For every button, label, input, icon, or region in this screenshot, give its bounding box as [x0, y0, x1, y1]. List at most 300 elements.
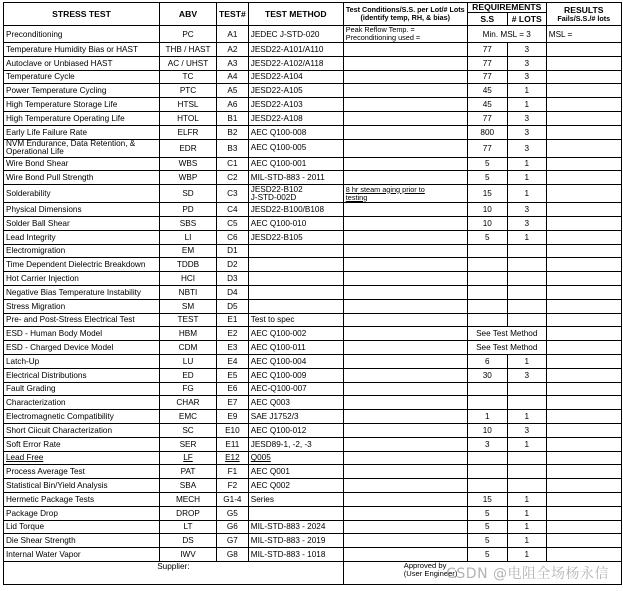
- cell-stress-test: Statistical Bin/Yield Analysis: [4, 479, 160, 493]
- cell-abv: AC / UHST: [160, 56, 217, 70]
- cell-ss: 10: [467, 216, 507, 230]
- cell-abv: SBA: [160, 479, 217, 493]
- table-row: [4, 43, 622, 57]
- cell-lots: 3: [507, 43, 546, 57]
- cell-abv: TC: [160, 70, 217, 84]
- cell-conditions: [343, 84, 467, 98]
- cell-results: [546, 125, 621, 139]
- cell-stress-test: Lid Torque: [4, 520, 160, 534]
- results-title: RESULTS: [564, 4, 604, 15]
- cell-conditions: [343, 534, 467, 548]
- cell-abv: SBS: [160, 216, 217, 230]
- cell-abv: EDR: [160, 139, 217, 157]
- col-header-requirements: REQUIREMENTS: [467, 3, 546, 13]
- cell-lots: [507, 382, 546, 396]
- cell-abv: DS: [160, 534, 217, 548]
- col-header-ss: S.S: [467, 13, 507, 26]
- cell-test-num: E3: [217, 341, 249, 355]
- cell-stress-test: Time Dependent Dielectric Breakdown: [4, 258, 160, 272]
- table-row: [4, 299, 622, 313]
- cell-test-method: [248, 285, 343, 299]
- cell-stress-test: High Temperature Operating Life: [4, 111, 160, 125]
- col-header-test-method: TEST METHOD: [248, 3, 343, 26]
- cell-stress-test: Wire Bond Shear: [4, 157, 160, 171]
- table-row: [4, 506, 622, 520]
- cell-abv: EMC: [160, 410, 217, 424]
- cell-ss: 77: [467, 70, 507, 84]
- table-row: [4, 111, 622, 125]
- cell-conditions: [343, 368, 467, 382]
- cell-abv: PC: [160, 26, 217, 43]
- cell-results: [546, 423, 621, 437]
- cell-test-method: JESD89-1, -2, -3: [248, 437, 343, 451]
- cell-ss: 77: [467, 43, 507, 57]
- cell-abv: LU: [160, 354, 217, 368]
- table-row: [4, 98, 622, 112]
- cell-test-method: AEC Q100-005: [248, 139, 343, 157]
- cell-abv: CDM: [160, 341, 217, 355]
- cell-ss: 5: [467, 230, 507, 244]
- cell-results: [546, 341, 621, 355]
- cell-test-num: D2: [217, 258, 249, 272]
- table-row: [4, 341, 622, 355]
- table-row: [4, 479, 622, 493]
- cell-lots: 1: [507, 354, 546, 368]
- cell-abv: FG: [160, 382, 217, 396]
- cell-conditions: [343, 396, 467, 410]
- cell-abv: WBS: [160, 157, 217, 171]
- table-row: [4, 258, 622, 272]
- cell-conditions: 8 hr steam aging prior to testing: [343, 185, 467, 203]
- supplier-label: Supplier:: [4, 561, 344, 584]
- cell-lots: 1: [507, 230, 546, 244]
- cell-conditions: [343, 157, 467, 171]
- cell-ss: [467, 244, 507, 258]
- cell-lots: [507, 479, 546, 493]
- cell-conditions: [343, 139, 467, 157]
- cell-stress-test: Preconditioning: [4, 26, 160, 43]
- table-row: [4, 492, 622, 506]
- cell-conditions: [343, 437, 467, 451]
- cell-results: [546, 548, 621, 562]
- cell-abv: PAT: [160, 465, 217, 479]
- cell-ss: 15: [467, 185, 507, 203]
- cell-results: MSL =: [546, 26, 621, 43]
- cell-conditions: [343, 465, 467, 479]
- cell-abv: CHAR: [160, 396, 217, 410]
- cell-conditions: [343, 98, 467, 112]
- cell-abv: EM: [160, 244, 217, 258]
- cell-test-method: MIL-STD-883 - 2019: [248, 534, 343, 548]
- cell-test-method: AEC Q100-004: [248, 354, 343, 368]
- cell-stress-test: Autoclave or Unbiased HAST: [4, 56, 160, 70]
- cell-lots: 1: [507, 548, 546, 562]
- cell-ss: 77: [467, 56, 507, 70]
- table-row: [4, 410, 622, 424]
- cell-results: [546, 203, 621, 217]
- cell-results: [546, 84, 621, 98]
- cell-conditions: [343, 327, 467, 341]
- cell-abv: THB / HAST: [160, 43, 217, 57]
- cell-conditions: [343, 272, 467, 286]
- table-row: [4, 272, 622, 286]
- cell-test-num: A6: [217, 98, 249, 112]
- cell-conditions: [343, 285, 467, 299]
- cell-ss: [467, 313, 507, 327]
- cell-lots: [507, 465, 546, 479]
- cell-conditions: [343, 299, 467, 313]
- table-row: [4, 520, 622, 534]
- cell-abv: LT: [160, 520, 217, 534]
- cell-stress-test: Lead Integrity: [4, 230, 160, 244]
- cell-test-method: JESD22-B100/B108: [248, 203, 343, 217]
- table-row: [4, 125, 622, 139]
- cell-lots: 3: [507, 56, 546, 70]
- cell-results: [546, 56, 621, 70]
- cell-conditions: [343, 244, 467, 258]
- cell-conditions: [343, 506, 467, 520]
- table-header-row: [4, 3, 622, 13]
- cell-ss: 45: [467, 84, 507, 98]
- cell-lots: 1: [507, 98, 546, 112]
- cell-ss: 10: [467, 423, 507, 437]
- cell-conditions: [343, 410, 467, 424]
- cell-test-num: G7: [217, 534, 249, 548]
- cell-test-num: F2: [217, 479, 249, 493]
- cell-ss: 45: [467, 98, 507, 112]
- cell-results: [546, 230, 621, 244]
- cell-results: [546, 465, 621, 479]
- cell-stress-test: Electromigration: [4, 244, 160, 258]
- cell-test-num: D5: [217, 299, 249, 313]
- cell-results: [546, 534, 621, 548]
- cell-lots: 1: [507, 410, 546, 424]
- cell-test-method: Series: [248, 492, 343, 506]
- cell-test-num: C1: [217, 157, 249, 171]
- cell-stress-test: Die Shear Strength: [4, 534, 160, 548]
- cell-test-num: C2: [217, 171, 249, 185]
- cell-lots: 3: [507, 203, 546, 217]
- cell-abv: DROP: [160, 506, 217, 520]
- cell-lots: 1: [507, 506, 546, 520]
- cell-stress-test: Hermetic Package Tests: [4, 492, 160, 506]
- cell-test-num: E9: [217, 410, 249, 424]
- cell-test-method: JESD22-A103: [248, 98, 343, 112]
- table-row: [4, 396, 622, 410]
- cell-results: [546, 272, 621, 286]
- cell-abv: ED: [160, 368, 217, 382]
- cell-conditions: [343, 171, 467, 185]
- cell-abv: PD: [160, 203, 217, 217]
- cell-ss: [467, 382, 507, 396]
- table-row: [4, 244, 622, 258]
- cell-test-method: AEC-Q100-007: [248, 382, 343, 396]
- cell-stress-test: High Temperature Storage Life: [4, 98, 160, 112]
- cell-test-method: AEC Q100-002: [248, 327, 343, 341]
- qualification-table: [3, 2, 622, 585]
- cell-results: [546, 382, 621, 396]
- table-row: [4, 230, 622, 244]
- cell-results: [546, 43, 621, 57]
- cell-test-method: MIL-STD-883 - 1018: [248, 548, 343, 562]
- table-row: [4, 437, 622, 451]
- cell-lots: 3: [507, 216, 546, 230]
- cell-ss: Min. MSL = 3: [467, 26, 546, 43]
- cell-conditions: [343, 520, 467, 534]
- table-row: [4, 26, 622, 43]
- cell-abv: WBP: [160, 171, 217, 185]
- cell-lots: [507, 451, 546, 465]
- cell-stress-test: Process Average Test: [4, 465, 160, 479]
- cell-test-method: AEC Q001: [248, 465, 343, 479]
- table-row: [4, 139, 622, 157]
- table-row: [4, 382, 622, 396]
- cell-test-num: C6: [217, 230, 249, 244]
- cell-test-num: C3: [217, 185, 249, 203]
- cell-lots: 3: [507, 139, 546, 157]
- cell-abv: MECH: [160, 492, 217, 506]
- cell-stress-test: Fault Grading: [4, 382, 160, 396]
- cell-results: [546, 354, 621, 368]
- cell-ss: [467, 396, 507, 410]
- cell-test-num: D1: [217, 244, 249, 258]
- cell-conditions: [343, 125, 467, 139]
- cell-test-method: JESD22-A102/A118: [248, 56, 343, 70]
- cell-test-method: JESD22-B105: [248, 230, 343, 244]
- table-row: [4, 451, 622, 465]
- cell-test-method: [248, 258, 343, 272]
- cell-ss: 6: [467, 354, 507, 368]
- cell-abv: NBTI: [160, 285, 217, 299]
- cell-results: [546, 520, 621, 534]
- cell-abv: TEST: [160, 313, 217, 327]
- cell-stress-test: Temperature Cycle: [4, 70, 160, 84]
- table-row: [4, 423, 622, 437]
- cell-results: [546, 98, 621, 112]
- cell-test-method: [248, 272, 343, 286]
- cell-test-num: D4: [217, 285, 249, 299]
- cell-lots: 3: [507, 368, 546, 382]
- cell-test-num: B2: [217, 125, 249, 139]
- cell-test-method: [248, 299, 343, 313]
- cell-lots: 1: [507, 492, 546, 506]
- cell-ss: [467, 258, 507, 272]
- cell-test-num: E4: [217, 354, 249, 368]
- table-row: [4, 171, 622, 185]
- cell-conditions: [343, 43, 467, 57]
- watermark: CSDN @电阻全场杨永信: [446, 566, 609, 582]
- cell-lots: 3: [507, 70, 546, 84]
- cell-ss: 5: [467, 520, 507, 534]
- cell-ss: 3: [467, 437, 507, 451]
- cell-test-method: [248, 506, 343, 520]
- cell-lots: [507, 299, 546, 313]
- cell-results: [546, 285, 621, 299]
- table-row: [4, 354, 622, 368]
- cell-test-num: A4: [217, 70, 249, 84]
- cell-abv: IWV: [160, 548, 217, 562]
- col-header-stress-test: STRESS TEST: [4, 3, 160, 26]
- cell-test-method: AEC Q100-011: [248, 341, 343, 355]
- cell-stress-test: Temperature Humidity Bias or HAST: [4, 43, 160, 57]
- table-row: [4, 465, 622, 479]
- cell-ss: 77: [467, 111, 507, 125]
- cell-conditions: [343, 230, 467, 244]
- table-row: [4, 70, 622, 84]
- cell-results: [546, 313, 621, 327]
- cell-test-method: JESD22-A104: [248, 70, 343, 84]
- cell-ss: 10: [467, 203, 507, 217]
- cell-results: [546, 258, 621, 272]
- cell-stress-test: Stress Migration: [4, 299, 160, 313]
- cell-ss: 1: [467, 410, 507, 424]
- cell-ss: [467, 299, 507, 313]
- cell-test-method: AEC Q002: [248, 479, 343, 493]
- cell-lots: [507, 285, 546, 299]
- cell-results: [546, 244, 621, 258]
- cell-abv: HTOL: [160, 111, 217, 125]
- cell-test-method: [248, 244, 343, 258]
- cell-stress-test: Pre- and Post-Stress Electrical Test: [4, 313, 160, 327]
- cell-test-num: E5: [217, 368, 249, 382]
- cell-test-num: B1: [217, 111, 249, 125]
- col-header-results: [546, 3, 621, 26]
- cell-abv: TDDB: [160, 258, 217, 272]
- col-header-lots: # LOTS: [507, 13, 546, 26]
- cell-test-method: AEC Q100-001: [248, 157, 343, 171]
- cell-conditions: [343, 111, 467, 125]
- table-row: [4, 368, 622, 382]
- cell-abv: LF: [160, 451, 217, 465]
- cell-stress-test: Internal Water Vapor: [4, 548, 160, 562]
- cell-ss: 5: [467, 548, 507, 562]
- cell-ss: [467, 285, 507, 299]
- cell-test-num: E10: [217, 423, 249, 437]
- cell-conditions: Peak Reflow Temp. = Preconditioning used =: [343, 26, 467, 43]
- cell-test-method: AEC Q100-008: [248, 125, 343, 139]
- cell-test-num: D3: [217, 272, 249, 286]
- cell-conditions: [343, 70, 467, 84]
- cell-stress-test: Lead Free: [4, 451, 160, 465]
- cell-test-method: MIL-STD-883 - 2011: [248, 171, 343, 185]
- cell-test-num: F1: [217, 465, 249, 479]
- cell-conditions: [343, 354, 467, 368]
- cell-ss: 77: [467, 139, 507, 157]
- cell-lots: 1: [507, 171, 546, 185]
- cell-abv: ELFR: [160, 125, 217, 139]
- cell-ss: 5: [467, 171, 507, 185]
- table-row: [4, 285, 622, 299]
- cell-conditions: [343, 56, 467, 70]
- cell-stress-test: Package Drop: [4, 506, 160, 520]
- cell-test-method: AEC Q100-012: [248, 423, 343, 437]
- cell-ss: 800: [467, 125, 507, 139]
- cell-stress-test: Wire Bond Pull Strength: [4, 171, 160, 185]
- cell-results: [546, 139, 621, 157]
- cell-test-method: Q005: [248, 451, 343, 465]
- table-row: [4, 157, 622, 171]
- cell-stress-test: Electromagnetic Compatibility: [4, 410, 160, 424]
- cell-conditions: [343, 216, 467, 230]
- cell-results: [546, 185, 621, 203]
- cell-lots: 1: [507, 84, 546, 98]
- cell-test-num: E7: [217, 396, 249, 410]
- cell-requirement: See Test Method: [467, 341, 546, 355]
- cell-abv: LI: [160, 230, 217, 244]
- cell-abv: HBM: [160, 327, 217, 341]
- cell-stress-test: Power Temperature Cycling: [4, 84, 160, 98]
- cell-test-num: A5: [217, 84, 249, 98]
- cell-test-num: E6: [217, 382, 249, 396]
- cell-lots: 1: [507, 534, 546, 548]
- cell-conditions: [343, 423, 467, 437]
- cell-conditions: [343, 203, 467, 217]
- cell-lots: 1: [507, 185, 546, 203]
- cell-stress-test: Latch-Up: [4, 354, 160, 368]
- cell-lots: [507, 258, 546, 272]
- cell-conditions: [343, 492, 467, 506]
- cell-conditions: [343, 451, 467, 465]
- table-row: [4, 327, 622, 341]
- cell-test-num: A3: [217, 56, 249, 70]
- results-subtitle: Fails/S.S./# lots: [557, 13, 611, 23]
- cell-test-method: Test to spec: [248, 313, 343, 327]
- cell-results: [546, 506, 621, 520]
- cell-test-num: A1: [217, 26, 249, 43]
- col-header-conditions: Test Conditions/S.S. per Lot/# Lots (identify temp, RH, & bias): [343, 3, 467, 26]
- table-row: [4, 185, 622, 203]
- cell-stress-test: ESD - Human Body Model: [4, 327, 160, 341]
- cell-ss: 15: [467, 492, 507, 506]
- cell-ss: [467, 479, 507, 493]
- cell-stress-test: Negative Bias Temperature Instability: [4, 285, 160, 299]
- cell-test-num: E1: [217, 313, 249, 327]
- cell-results: [546, 111, 621, 125]
- table-row: [4, 534, 622, 548]
- cell-stress-test: Soft Error Rate: [4, 437, 160, 451]
- cell-results: [546, 299, 621, 313]
- cell-test-method: AEC Q100-010: [248, 216, 343, 230]
- cell-test-num: C4: [217, 203, 249, 217]
- cell-results: [546, 216, 621, 230]
- cell-results: [546, 492, 621, 506]
- cell-stress-test: Physical Dimensions: [4, 203, 160, 217]
- table-row: [4, 548, 622, 562]
- table-row: [4, 216, 622, 230]
- cell-test-method: SAE J1752/3: [248, 410, 343, 424]
- cell-test-method: JESD22-A108: [248, 111, 343, 125]
- cell-ss: 5: [467, 506, 507, 520]
- cell-lots: 3: [507, 423, 546, 437]
- cell-stress-test: Hot Carrier Injection: [4, 272, 160, 286]
- cell-abv: SER: [160, 437, 217, 451]
- cell-lots: 1: [507, 520, 546, 534]
- cell-test-num: G8: [217, 548, 249, 562]
- cell-requirement: See Test Method: [467, 327, 546, 341]
- cell-abv: SD: [160, 185, 217, 203]
- cell-test-num: G1-4: [217, 492, 249, 506]
- cell-ss: [467, 272, 507, 286]
- cell-ss: 5: [467, 157, 507, 171]
- table-body: [4, 26, 622, 562]
- cell-test-method: JEDEC J-STD-020: [248, 26, 343, 43]
- cell-conditions: [343, 548, 467, 562]
- cell-lots: 1: [507, 437, 546, 451]
- table-row: [4, 84, 622, 98]
- cell-lots: 3: [507, 125, 546, 139]
- cell-conditions: [343, 313, 467, 327]
- cell-ss: [467, 451, 507, 465]
